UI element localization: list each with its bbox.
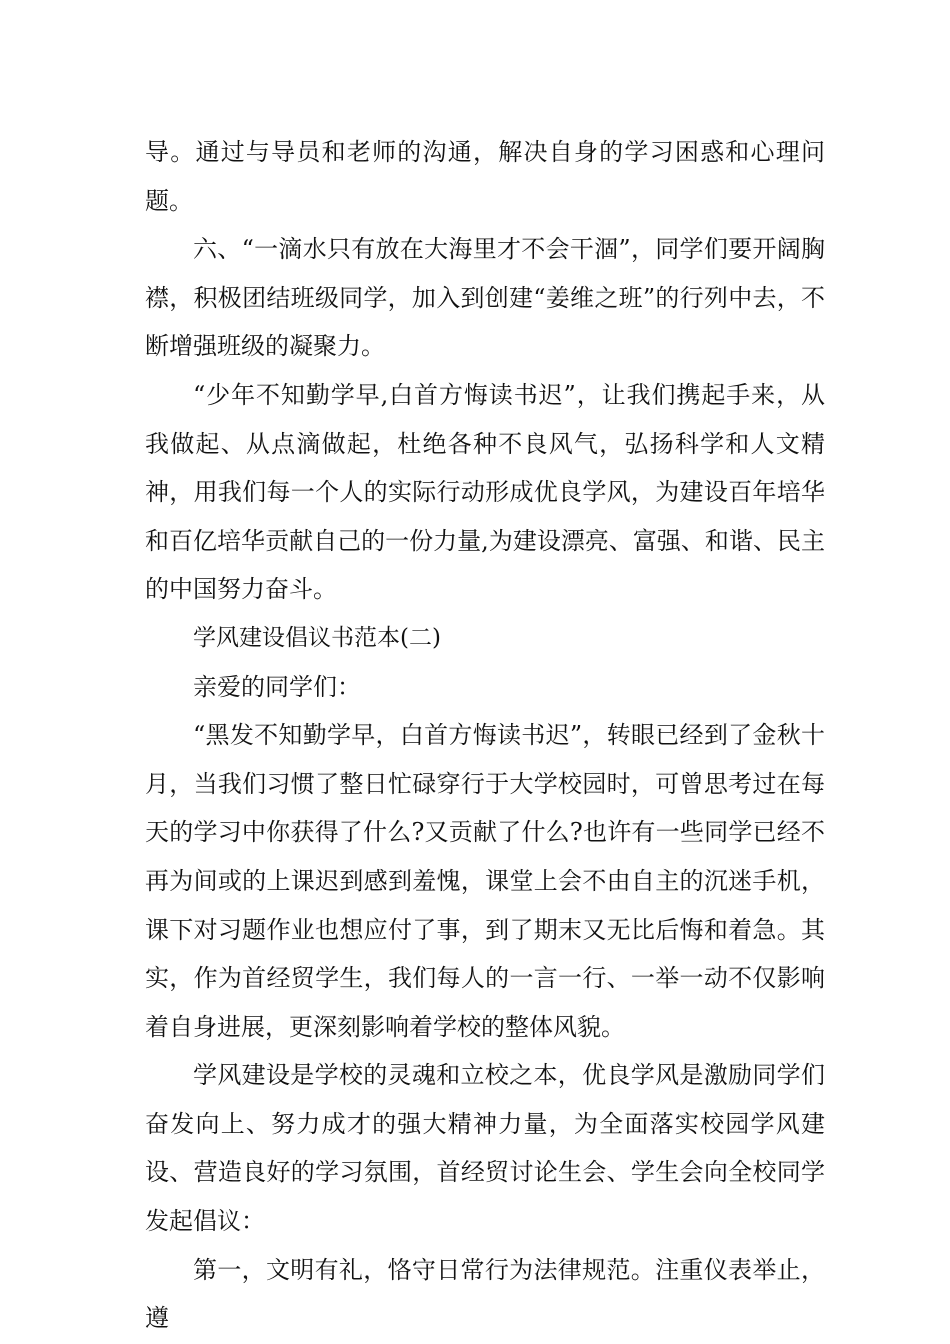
paragraph-first-point: 第一，文明有礼，恪守日常行为法律规范。注重仪表举止，遵 (145, 1255, 825, 1333)
paragraph-item-six: 六、“一滴水只有放在大海里才不会干涸”，同学们要开阔胸襟，积极团结班级同学，加入到创建“姜维之班”的行列中去，不断增强班级的凝聚力。 (145, 235, 825, 361)
section-title: 学风建设倡议书范本(二) (193, 624, 441, 651)
paragraph-closing-quote: “少年不知勤学早,白首方悔读书迟”，让我们携起手来，从我做起、从点滴做起，杜绝各种不良风气，弘扬科学和人文精神，用我们每一个人的实际行动形成优良学风，为建设百年培华和百亿培华贡献自己的一份力量,为建设漂亮、富强、和谐、民主的中国努力奋斗。 (145, 380, 825, 604)
salutation: 亲爱的同学们： (193, 672, 361, 701)
paragraph-intro: “黑发不知勤学早，白首方悔读书迟”，转眼已经到了金秋十月，当我们习惯了整日忙碌穿行于大学校园时，可曾思考过在每天的学习中你获得了什么?又贡献了什么?也许有一些同学已经不再为间或的上课迟到感到羞愧，课堂上会不由自主的沉迷手机，课下对习题作业也想应付了事，到了期末又无比后悔和着急。其实，作为首经贸学生，我们每人的一言一行、一举一动不仅影响着自身进展，更深刻影响着学校的整体风貌。 (145, 721, 825, 1041)
paragraph-continuation: 导。通过与导员和老师的沟通，解决自身的学习困惑和心理问题。 (145, 138, 825, 215)
document-body (145, 128, 825, 1343)
paragraph-initiative: 学风建设是学校的灵魂和立校之本，优良学风是激励同学们奋发向上、努力成才的强大精神力量，为全面落实校园学风建设、营造良好的学习氛围，首经贸讨论生会、学生会向全校同学发起倡议： (145, 1061, 825, 1236)
